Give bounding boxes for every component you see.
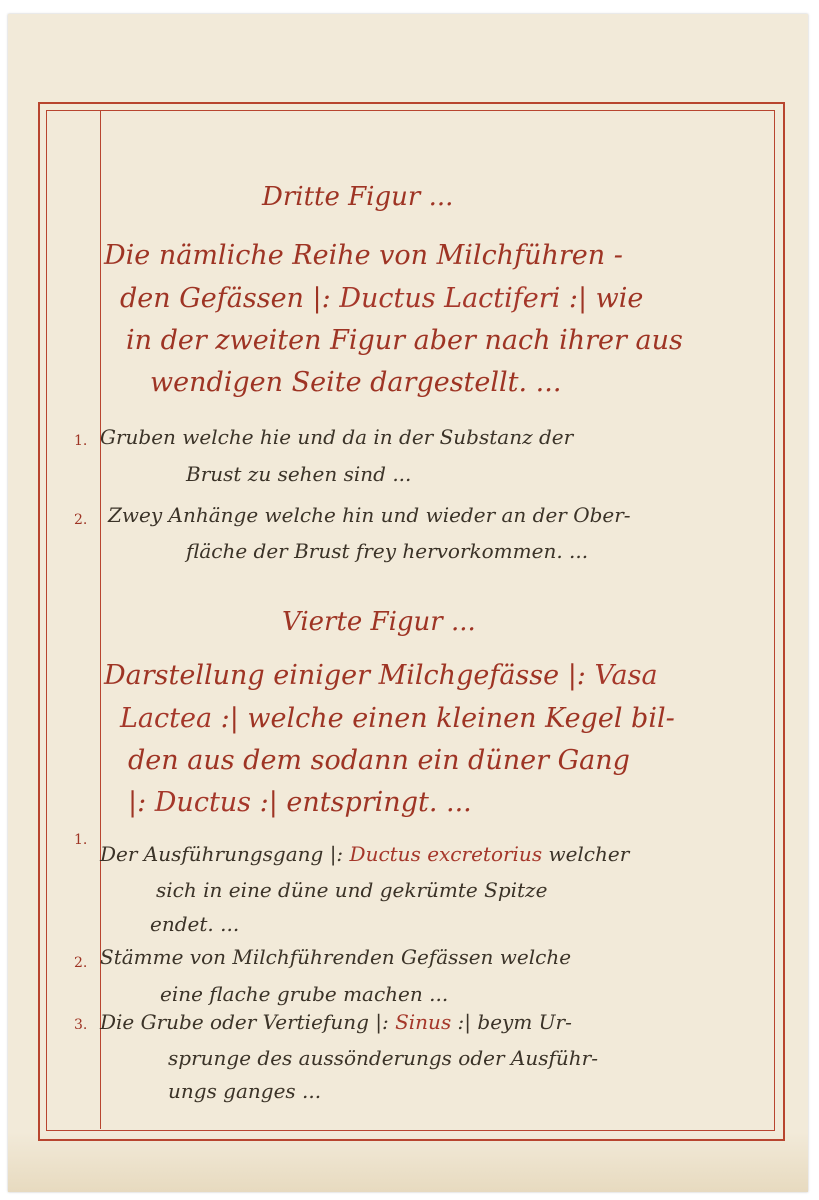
desc4-line-4a: |:	[128, 787, 155, 818]
item4-1-line-3: endet. ...	[150, 912, 240, 936]
item4-1-line-2: sich in eine düne und gekrümte Spitze	[156, 878, 548, 902]
heading-fourth-figure: Vierte Figur ...	[282, 607, 476, 637]
desc4-latin-vasa: Vasa	[594, 660, 658, 691]
item4-3-line-1c: :| beym Ur-	[451, 1010, 572, 1034]
item3-1-line-2: Brust zu sehen sind ...	[186, 462, 412, 486]
item4-2-number: 2.	[74, 955, 88, 971]
desc4-line-4	[128, 787, 472, 818]
item3-2-number: 2.	[74, 512, 88, 528]
desc4-line-1a: Darstellung einiger Milchgefässe |:	[104, 660, 595, 691]
item4-1-latin-term: Ductus excretorius	[349, 842, 543, 866]
item4-1-number: 1.	[74, 832, 88, 848]
item3-1-line-1: Gruben welche hie und da in der Substanz der	[100, 425, 574, 449]
item4-1-line-1a: Der Ausführungsgang |:	[100, 842, 350, 866]
item4-3-line-1a: Die Grube oder Vertiefung |:	[100, 1010, 396, 1034]
desc3-line-2	[120, 283, 643, 314]
heading-third-figure: Dritte Figur ...	[262, 182, 454, 212]
desc4-line-1	[104, 660, 658, 691]
item3-2-line-2: fläche der Brust frey hervorkommen. ...	[186, 539, 589, 563]
item4-2-line-1: Stämme von Milchführenden Gefässen welche	[100, 945, 572, 969]
item4-2-line-2: eine flache grube machen ...	[160, 982, 449, 1006]
item3-2-line-1: Zwey Anhänge welche hin und wieder an der Ober-	[108, 503, 631, 527]
item4-1-line-1c: welcher	[542, 842, 630, 866]
desc4-latin-lactea: Lactea	[120, 703, 213, 734]
desc4-line-2b: :| welche einen kleinen Kegel bil-	[212, 703, 675, 734]
item4-3-line-2: sprunge des aussönderungs oder Ausführ-	[168, 1046, 598, 1070]
desc4-line-4c: :| entspringt. ...	[251, 787, 472, 818]
margin-rule	[100, 111, 101, 1129]
item4-3-line-1	[100, 1010, 572, 1034]
item4-1-line-1	[100, 842, 629, 866]
desc3-line-2c: :| wie	[560, 283, 644, 314]
item4-3-number: 3.	[74, 1017, 88, 1033]
item4-3-latin-sinus: Sinus	[395, 1010, 452, 1034]
desc3-line-1: Die nämliche Reihe von Milchführen -	[104, 240, 623, 271]
desc4-line-2	[120, 703, 675, 734]
desc3-line-3: in der zweiten Figur aber nach ihrer aus	[126, 325, 683, 356]
desc4-line-3: den aus dem sodann ein düner Gang	[128, 745, 630, 776]
item3-1-number: 1.	[74, 433, 88, 449]
item4-3-line-3: ungs ganges ...	[168, 1079, 322, 1103]
desc3-line-4: wendigen Seite dargestellt. ...	[150, 367, 562, 398]
desc3-latin-term: Ductus Lactiferi	[339, 283, 561, 314]
desc4-latin-ductus: Ductus	[154, 787, 252, 818]
desc3-line-2a: den Gefässen |:	[120, 283, 340, 314]
